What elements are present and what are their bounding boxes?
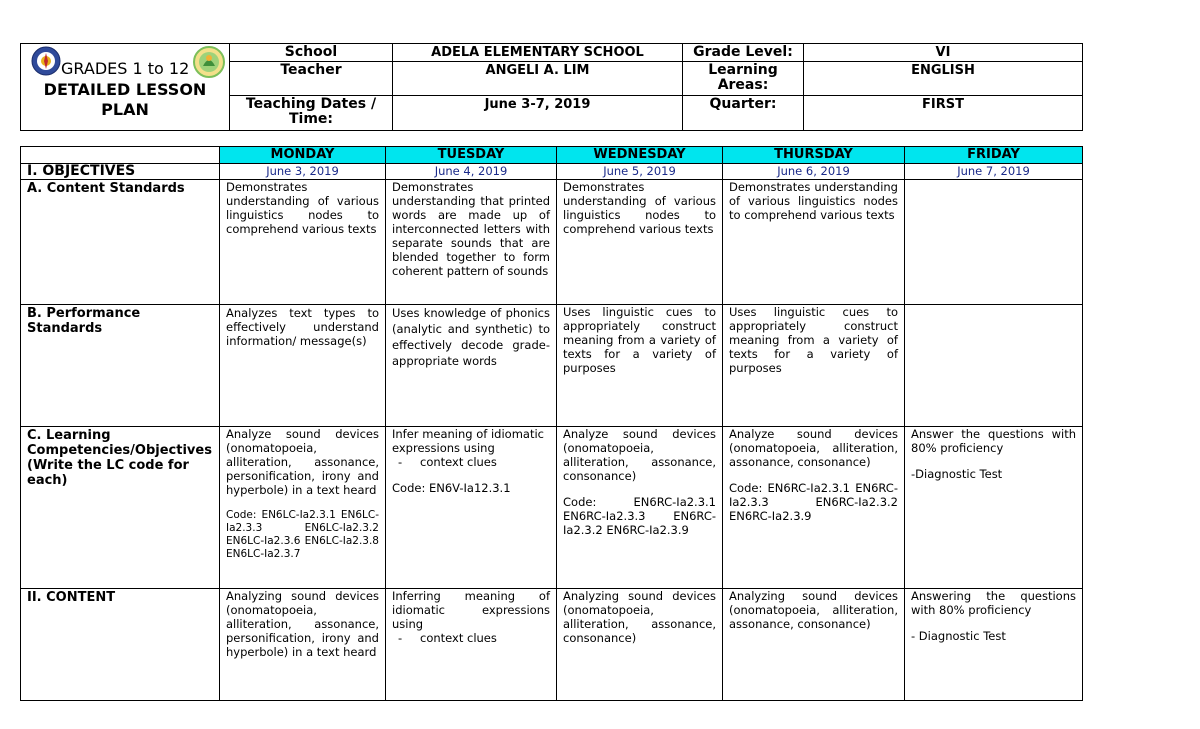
teaching-dates-label: Teaching Dates / Time: — [230, 96, 393, 131]
performance-standards-row — [21, 305, 1083, 427]
competencies-label: C. Learning Competencies/Objectives (Write the LC code for each) — [21, 427, 220, 589]
content-tuesday-bullet: - context clues — [398, 631, 497, 645]
competencies-row — [21, 427, 1083, 589]
competencies-monday-code: Code: EN6LC-Ia2.3.1 EN6LC-Ia2.3.3 EN6LC-Ia2.3.2 EN6LC-Ia2.3.6 EN6LC-Ia2.3.8 EN6LC-Ia2.3.7 — [226, 509, 379, 560]
day-header-row — [21, 147, 1083, 164]
objectives-heading-text: I. OBJECTIVES — [27, 163, 136, 179]
performance-standards-thursday: Uses linguistic cues to appropriately construct meaning from a variety of texts for a variety of purposes — [723, 305, 905, 427]
competencies-thursday-text: Analyze sound devices (onomatopoeia, alliteration, assonance, consonance) — [729, 427, 898, 469]
content-standards-wednesday: Demonstrates understanding of various linguistics nodes to comprehend various texts — [557, 180, 723, 305]
quarter-value: FIRST — [804, 96, 1083, 131]
content-tuesday-text: Inferring meaning of idiomatic expressions using — [392, 589, 550, 631]
date-monday: June 3, 2019 — [220, 164, 386, 180]
content-row — [21, 589, 1083, 701]
competencies-wednesday — [557, 427, 723, 589]
competencies-tuesday — [386, 427, 557, 589]
competencies-tuesday-code: Code: EN6V-Ia12.3.1 — [392, 481, 511, 495]
content-standards-tuesday: Demonstrates understanding that printed words are made up of interconnected letters with separate sounds that are blended together to form coherent pattern of sounds — [386, 180, 557, 305]
grade-level-value: VI — [804, 44, 1083, 62]
school-label: School — [230, 44, 393, 62]
content-friday-text: Answering the questions with 80% proficiency — [911, 589, 1076, 617]
competencies-friday — [905, 427, 1083, 589]
competencies-tuesday-text: Infer meaning of idiomatic expressions using — [392, 427, 544, 455]
deped-seal-icon — [31, 46, 61, 76]
school-logo-icon — [193, 46, 225, 78]
competencies-thursday — [723, 427, 905, 589]
competencies-thursday-code: Code: EN6RC-Ia2.3.1 EN6RC-Ia2.3.3 EN6RC-Ia2.3.2 EN6RC-Ia2.3.9 — [729, 481, 898, 523]
competencies-friday-note: -Diagnostic Test — [911, 467, 1003, 481]
date-tuesday: June 4, 2019 — [386, 164, 557, 180]
school-value: ADELA ELEMENTARY SCHOOL — [393, 44, 683, 62]
competencies-wednesday-code: Code: EN6RC-Ia2.3.1 EN6RC-Ia2.3.3 EN6RC-Ia2.3.2 EN6RC-Ia2.3.9 — [563, 495, 716, 537]
grade-level-label: Grade Level: — [683, 44, 804, 62]
objectives-heading — [21, 164, 220, 180]
content-friday-note: - Diagnostic Test — [911, 629, 1006, 643]
day-thursday: THURSDAY — [723, 147, 905, 164]
content-tuesday — [386, 589, 557, 701]
teacher-value: ANGELI A. LIM — [393, 62, 683, 96]
header-table — [20, 43, 1083, 131]
blank-header-cell — [21, 147, 220, 164]
teacher-label: Teacher — [230, 62, 393, 96]
title-block — [21, 44, 230, 131]
content-wednesday: Analyzing sound devices (onomatopoeia, alliteration, assonance, consonance) — [557, 589, 723, 701]
performance-standards-monday: Analyzes text types to effectively understand information/ message(s) — [220, 305, 386, 427]
content-monday: Analyzing sound devices (onomatopoeia, alliteration, assonance, personification, irony and hyperbole) in a text heard — [220, 589, 386, 701]
learning-areas-value: ENGLISH — [804, 62, 1083, 96]
content-standards-monday: Demonstrates understanding of various linguistics nodes to comprehend various texts — [220, 180, 386, 305]
day-tuesday: TUESDAY — [386, 147, 557, 164]
day-monday: MONDAY — [220, 147, 386, 164]
day-friday: FRIDAY — [905, 147, 1083, 164]
grades-label: GRADES 1 to 12 — [61, 59, 190, 78]
content-friday — [905, 589, 1083, 701]
date-row — [21, 164, 1083, 180]
content-label: II. CONTENT — [21, 589, 220, 701]
document-title: DETAILED LESSON PLAN — [43, 80, 207, 119]
content-thursday: Analyzing sound devices (onomatopoeia, alliteration, assonance, consonance) — [723, 589, 905, 701]
content-standards-row — [21, 180, 1083, 305]
competencies-friday-text: Answer the questions with 80% proficiency — [911, 427, 1076, 455]
competencies-monday-text: Analyze sound devices (onomatopoeia, alliteration, assonance, personification, irony and hyperbole) in a text heard — [226, 427, 379, 497]
date-friday: June 7, 2019 — [905, 164, 1083, 180]
content-standards-label: A. Content Standards — [21, 180, 220, 305]
lesson-plan-table — [20, 146, 1083, 701]
competencies-tuesday-bullet: - context clues — [398, 455, 497, 469]
date-thursday: June 6, 2019 — [723, 164, 905, 180]
performance-standards-friday — [905, 305, 1083, 427]
competencies-wednesday-text: Analyze sound devices (onomatopoeia, alliteration, assonance, consonance) — [563, 427, 716, 483]
performance-standards-tuesday: Uses knowledge of phonics (analytic and synthetic) to effectively decode grade-appropriate words — [386, 305, 557, 427]
date-wednesday: June 5, 2019 — [557, 164, 723, 180]
learning-areas-label: Learning Areas: — [683, 62, 804, 96]
content-standards-thursday: Demonstrates understanding of various linguistics nodes to comprehend various texts — [723, 180, 905, 305]
teaching-dates-value: June 3-7, 2019 — [393, 96, 683, 131]
quarter-label: Quarter: — [683, 96, 804, 131]
performance-standards-wednesday: Uses linguistic cues to appropriately construct meaning from a variety of texts for a variety of purposes — [557, 305, 723, 427]
competencies-monday — [220, 427, 386, 589]
day-wednesday: WEDNESDAY — [557, 147, 723, 164]
performance-standards-label: B. Performance Standards — [21, 305, 220, 427]
content-standards-friday — [905, 180, 1083, 305]
